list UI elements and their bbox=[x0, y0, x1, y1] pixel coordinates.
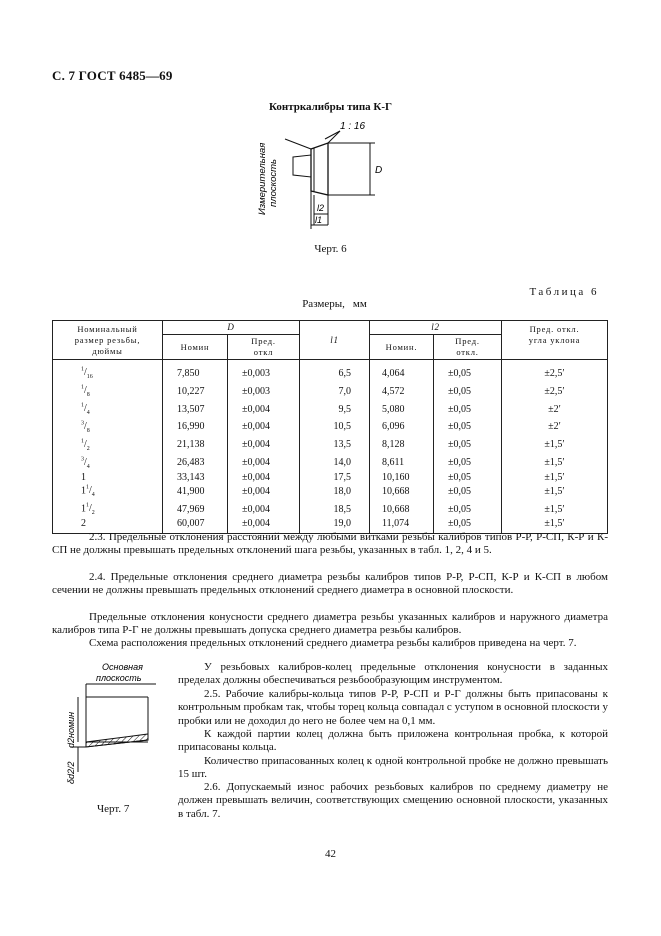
cell-l1: 18,0 bbox=[300, 483, 370, 501]
figure-6-title: Контркалибры типа К-Г bbox=[268, 101, 393, 113]
cell-d: 47,969 bbox=[163, 501, 228, 519]
cell-l2-dev: ±0,05 bbox=[434, 360, 502, 383]
header-l2: l2 bbox=[370, 321, 502, 335]
cell-l2: 4,064 bbox=[370, 360, 434, 383]
cell-d-dev: ±0,004 bbox=[228, 401, 300, 419]
cell-d-dev: ±0,004 bbox=[228, 455, 300, 473]
cell-l1: 17,5 bbox=[300, 473, 370, 484]
cell-size: $^1/_4$ bbox=[53, 401, 163, 419]
header-d-nom: Номин bbox=[163, 335, 228, 360]
cell-d: 41,900 bbox=[163, 483, 228, 501]
table-row bbox=[53, 501, 608, 519]
cell-l1: 7,0 bbox=[300, 383, 370, 401]
cell-d-dev: ±0,004 bbox=[228, 437, 300, 455]
figure-7-drawing bbox=[56, 660, 166, 800]
paragraph-2-6: 2.6. Допускаемый износ рабочих резьбовых калибров по среднему диаметру не должен превышать величин, соответствующих смещению основной плоскости, указанных в табл. 7. bbox=[178, 781, 608, 820]
cell-d: 21,138 bbox=[163, 437, 228, 455]
cell-l2: 10,160 bbox=[370, 473, 434, 484]
cell-l2-dev: ±0,05 bbox=[434, 401, 502, 419]
paragraph-2-5: 2.5. Рабочие калибры-кольца типов Р-Р, Р-СП и Р-Г должны быть припасованы к контрольным пробкам так, чтобы торец кольца совпадал с уступом в основной плоскости у пробки или не доходил до него не более чем на 0,1 мм. bbox=[178, 688, 608, 727]
paragraph-scheme: Схема расположения предельных отклонений среднего диаметра резьбы калибров приведена на черт. 7. bbox=[89, 637, 577, 649]
header-d-dev: Пред. откл bbox=[228, 335, 300, 360]
header-angle: Пред. откл. угла уклона bbox=[502, 321, 608, 360]
cell-angle: ±2′ bbox=[502, 419, 608, 437]
cell-d-dev: ±0,003 bbox=[228, 383, 300, 401]
cell-d-dev: ±0,004 bbox=[228, 501, 300, 519]
page-number: 42 bbox=[325, 848, 336, 860]
units-label: Размеры, bbox=[302, 298, 345, 310]
cell-l1: 19,0 bbox=[300, 519, 370, 533]
cell-size: $^1/_8$ bbox=[53, 383, 163, 401]
cell-d: 10,227 bbox=[163, 383, 228, 401]
cell-d: 33,143 bbox=[163, 473, 228, 484]
cell-d: 60,007 bbox=[163, 519, 228, 533]
cell-angle: ±2′ bbox=[502, 401, 608, 419]
table-row bbox=[53, 455, 608, 473]
cell-d-dev: ±0,004 bbox=[228, 483, 300, 501]
cell-size: $1^1/_4$ bbox=[53, 483, 163, 501]
cell-angle: ±2,5′ bbox=[502, 360, 608, 383]
table-row bbox=[53, 383, 608, 401]
paragraph-count: Количество припасованных колец к одной контрольной пробке не должно превышать 15 шт. bbox=[178, 755, 608, 781]
cell-d: 7,850 bbox=[163, 360, 228, 383]
main-plane-label-2: плоскость bbox=[96, 673, 142, 683]
cell-l2: 8,128 bbox=[370, 437, 434, 455]
paragraph-taper: Предельные отклонения конусности среднего диаметра резьбы указанных калибров и наружного диаметра калибров типа Р-Г не должны превышать допуска среднего диаметра резьбы калибров. bbox=[52, 611, 608, 637]
header-size: Номинальный размер резьбы, дюймы bbox=[53, 321, 163, 360]
cell-l2-dev: ±0,05 bbox=[434, 519, 502, 533]
table-label: Таблица 6 bbox=[529, 286, 599, 298]
cell-l2: 5,080 bbox=[370, 401, 434, 419]
cell-l2-dev: ±0,05 bbox=[434, 483, 502, 501]
cell-size: $^1/_{16}$ bbox=[53, 360, 163, 383]
cell-l1: 10,5 bbox=[300, 419, 370, 437]
dim-delta-label: δd2/2 bbox=[66, 761, 76, 784]
cell-l2: 10,668 bbox=[370, 483, 434, 501]
dimensions-table bbox=[52, 320, 608, 534]
cell-angle: ±1,5′ bbox=[502, 455, 608, 473]
cell-size: 2 bbox=[53, 519, 163, 533]
cell-size: $^1/_2$ bbox=[53, 437, 163, 455]
cell-l2-dev: ±0,05 bbox=[434, 473, 502, 484]
cell-d: 13,507 bbox=[163, 401, 228, 419]
dim-d2-label: d2номин bbox=[66, 711, 76, 748]
cell-l2: 8,611 bbox=[370, 455, 434, 473]
page-header: С. 7 ГОСТ 6485—69 bbox=[52, 68, 173, 83]
header-l2-dev: Пред. откл. bbox=[434, 335, 502, 360]
cell-l1: 9,5 bbox=[300, 401, 370, 419]
cell-d: 26,483 bbox=[163, 455, 228, 473]
cell-l2: 4,572 bbox=[370, 383, 434, 401]
cell-l1: 14,0 bbox=[300, 455, 370, 473]
cell-l1: 18,5 bbox=[300, 501, 370, 519]
header-d: D bbox=[163, 321, 300, 335]
cell-l2-dev: ±0,05 bbox=[434, 419, 502, 437]
measuring-plane-label-2: плоскость bbox=[268, 158, 279, 207]
paragraph-batch: К каждой партии колец должна быть приложена контрольная пробка, к которой припасованы кольца. bbox=[178, 728, 608, 754]
cell-size: $1^1/_2$ bbox=[53, 501, 163, 519]
figure-6-caption: Черт. 6 bbox=[314, 243, 347, 255]
cell-angle: ±1,5′ bbox=[502, 473, 608, 484]
cell-l2: 10,668 bbox=[370, 501, 434, 519]
cell-l1: 6,5 bbox=[300, 360, 370, 383]
figure-7-caption: Черт. 7 bbox=[97, 803, 130, 815]
cell-l2-dev: ±0,05 bbox=[434, 383, 502, 401]
main-plane-label-1: Основная bbox=[102, 662, 143, 672]
paragraph-rings: У резьбовых калибров-колец предельные отклонения конусности в заданных пределах должны обеспечиваться резьбообразующим инструментом. bbox=[178, 661, 608, 687]
cell-size: 1 bbox=[53, 473, 163, 484]
cell-l1: 13,5 bbox=[300, 437, 370, 455]
cell-size: $^3/_4$ bbox=[53, 455, 163, 473]
cell-l2-dev: ±0,05 bbox=[434, 501, 502, 519]
units-value: мм bbox=[352, 298, 367, 310]
cell-d: 16,990 bbox=[163, 419, 228, 437]
header-l2-nom: Номин. bbox=[370, 335, 434, 360]
table-row bbox=[53, 419, 608, 437]
table-row bbox=[53, 437, 608, 455]
cell-angle: ±1,5′ bbox=[502, 483, 608, 501]
dim-l1-label: l1 bbox=[315, 215, 323, 225]
cell-d-dev: ±0,004 bbox=[228, 419, 300, 437]
cell-l2: 6,096 bbox=[370, 419, 434, 437]
cell-angle: ±1,5′ bbox=[502, 501, 608, 519]
dim-d-label: D bbox=[375, 165, 383, 176]
cell-l2-dev: ±0,05 bbox=[434, 455, 502, 473]
paragraph-2-4: 2.4. Предельные отклонения среднего диаметра резьбы калибров типов Р-Р, Р-СП, К-Р и К-СП в любом сечении не должны превышать предельных отклонений среднего диаметра в основной плоскости. bbox=[52, 571, 608, 597]
table-row bbox=[53, 360, 608, 383]
paragraph-2-3: 2.3. Предельные отклонения расстояний между любыми витками резьбы калибров типов Р-Р, Р-СП, К-Р и К-СП не должны превышать предельных отклонений шага резьбы, указанных в табл. 1, 2, 4 и 5. bbox=[52, 531, 608, 557]
dim-l2-label: l2 bbox=[317, 203, 325, 213]
taper-ratio-label: 1 : 16 bbox=[340, 121, 366, 132]
cell-d-dev: ±0,004 bbox=[228, 519, 300, 533]
header-l1: l1 bbox=[300, 321, 370, 360]
table-row bbox=[53, 473, 608, 484]
figure-6-drawing bbox=[235, 117, 385, 237]
cell-angle: ±2,5′ bbox=[502, 383, 608, 401]
cell-l2: 11,074 bbox=[370, 519, 434, 533]
table-row bbox=[53, 401, 608, 419]
cell-size: $^3/_8$ bbox=[53, 419, 163, 437]
cell-d-dev: ±0,003 bbox=[228, 360, 300, 383]
table-row bbox=[53, 483, 608, 501]
cell-angle: ±1,5′ bbox=[502, 519, 608, 533]
cell-d-dev: ±0,004 bbox=[228, 473, 300, 484]
units-line bbox=[0, 298, 661, 310]
measuring-plane-label-1: Измерительная bbox=[257, 142, 268, 215]
cell-angle: ±1,5′ bbox=[502, 437, 608, 455]
cell-l2-dev: ±0,05 bbox=[434, 437, 502, 455]
